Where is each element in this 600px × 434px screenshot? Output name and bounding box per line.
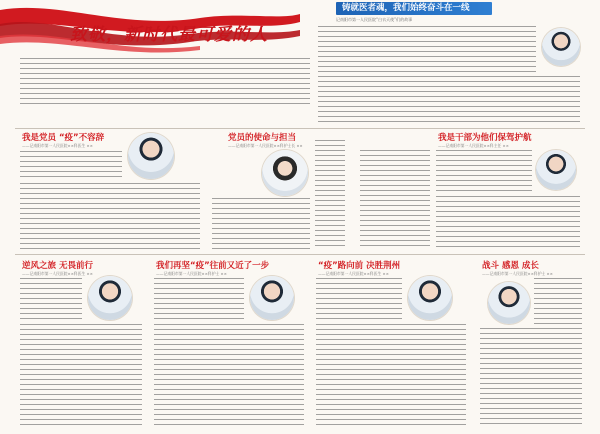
section-7-title: 战斗 感恩 成长: [482, 261, 539, 271]
top-right-title: 铸就医者魂，我们始终奋斗在一线: [336, 2, 492, 15]
section-7-text-a: [534, 278, 582, 324]
photo-section-5: [250, 276, 294, 320]
divider-1: [15, 128, 585, 129]
section-7-text-b: [480, 328, 582, 428]
photo-section-6: [408, 276, 452, 320]
section-5-byline: ——记南阳市第一人民医院××科护士 ××: [156, 271, 227, 276]
section-2-byline: ——记南阳市第一人民医院××科护士长 ××: [228, 143, 303, 148]
section-6-text-b: [316, 324, 466, 428]
section-3-text-c: [436, 196, 580, 250]
photo-section-3: [536, 150, 576, 190]
section-4-text-b: [20, 324, 142, 428]
section-4-title: 逆风之旅 无畏前行: [22, 261, 93, 271]
section-6-byline: ——记南阳市第一人民医院××科医生 ××: [318, 271, 389, 276]
section-5-text-a: [154, 278, 244, 320]
section-3-text-b: [436, 150, 532, 194]
section-6-text-a: [316, 278, 402, 320]
top-right-subtitle: 记南阳市第一人民医院“白衣天使”们的故事: [336, 17, 413, 22]
section-3-text-a: [360, 150, 430, 250]
photo-section-1: [128, 133, 174, 179]
doctor-photo-top: [542, 28, 580, 66]
section-1-title: 我是党员 “疫”不容辞: [22, 133, 105, 143]
photo-section-4: [88, 276, 132, 320]
intro-text: [20, 58, 310, 108]
section-1-text-a: [20, 151, 122, 181]
top-right-text-2: [318, 76, 580, 124]
section-2-title: 党员的使命与担当: [228, 133, 297, 143]
divider-2: [15, 254, 585, 255]
section-1-byline: ——记南阳市第一人民医院××科医生 ××: [22, 143, 93, 148]
top-right-text-1: [318, 26, 536, 74]
section-2-text-a: [212, 198, 310, 250]
section-1-text-b: [20, 183, 200, 251]
section-3-byline: ——记南阳市第一人民医院××科主任 ××: [438, 143, 509, 148]
section-4-text-a: [20, 278, 82, 320]
section-2-text-b: [315, 140, 345, 250]
section-7-byline: ——记南阳市第一人民医院××科护士 ××: [482, 271, 553, 276]
section-5-text-b: [154, 324, 304, 428]
section-4-byline: ——记南阳市第一人民医院××科医生 ××: [22, 271, 93, 276]
section-6-title: “疫”路向前 决胜荆州: [318, 261, 401, 271]
banner-title: 致敬，新时代最可爱的人: [70, 25, 268, 45]
section-3-title: 我是干部为他们保驾护航: [438, 133, 532, 143]
photo-section-2: [262, 150, 308, 196]
section-5-title: 我们再坚“疫”往前又近了一步: [156, 261, 270, 271]
photo-section-7: [488, 282, 530, 324]
